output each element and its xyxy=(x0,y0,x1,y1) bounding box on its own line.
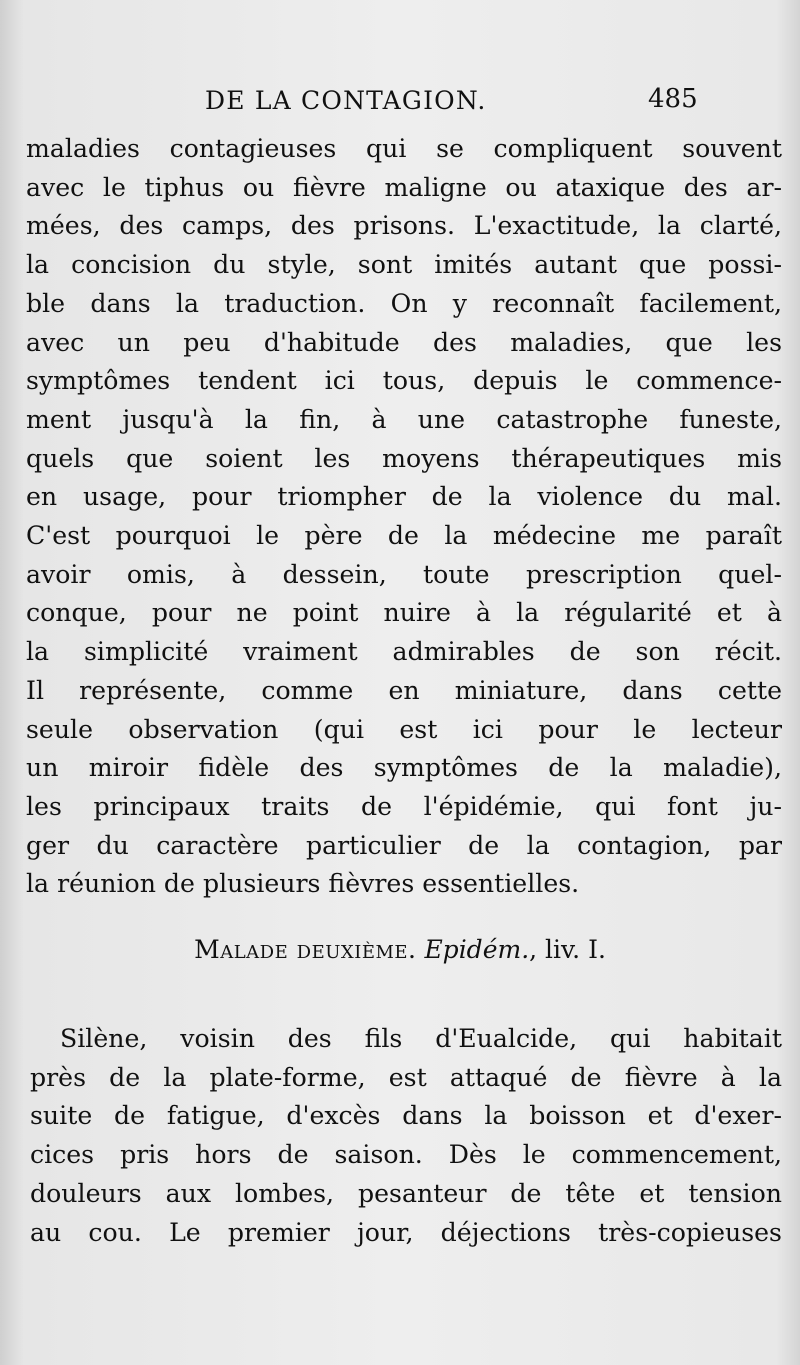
text-line: la réunion de plusieurs fièvres essentielles. xyxy=(26,869,580,899)
text-line: symptômes tendent ici tous, depuis le commence- xyxy=(26,366,782,396)
text-line: seule observation (qui est ici pour le lecteur xyxy=(26,714,782,744)
text-line: maladies contagieuses qui se compliquent souvent xyxy=(26,134,782,163)
text-line: un miroir fidèle des symptômes de la maladie), xyxy=(26,753,782,783)
text-line: douleurs aux lombes, pesanteur de tête et tension xyxy=(30,1178,782,1208)
text-line: suite de fatigue, d'excès dans la boisson et d'exer- xyxy=(30,1101,782,1131)
section-book: , liv. I. xyxy=(529,935,606,964)
section-label: Malade deuxième. xyxy=(194,935,417,964)
text-line: ble dans la traduction. On y reconnaît facilement, xyxy=(26,288,782,318)
text-line: les principaux traits de l'épidémie, qui font ju- xyxy=(26,791,782,821)
text-line: avoir omis, à dessein, toute prescription quel- xyxy=(26,559,782,589)
text-line: conque, pour ne point nuire à la régularité et à xyxy=(26,598,782,628)
text-line: Il représente, comme en miniature, dans cette xyxy=(26,675,782,705)
text-line: la simplicité vraiment admirables de son récit. xyxy=(26,637,782,667)
paragraph-2 xyxy=(30,1020,782,1252)
text-line: ment jusqu'à la fin, à une catastrophe funeste, xyxy=(26,404,782,434)
paragraph-1 xyxy=(26,130,782,904)
section-heading xyxy=(0,935,800,964)
text-line: cices pris hors de saison. Dès le commencement, xyxy=(30,1140,782,1170)
running-title: DE LA CONTAGION. xyxy=(205,86,487,115)
text-line: ger du caractère particulier de la contagion, par xyxy=(26,830,782,860)
page-number: 485 xyxy=(648,84,698,114)
page-header xyxy=(0,82,800,122)
text-line: avec le tiphus ou fièvre maligne ou ataxique des ar- xyxy=(26,172,782,202)
text-line: Silène, voisin des fils d'Eualcide, qui habitait xyxy=(60,1024,782,1053)
text-line: C'est pourquoi le père de la médecine me paraît xyxy=(26,521,782,551)
text-line: en usage, pour triompher de la violence du mal. xyxy=(26,482,782,512)
text-line: avec un peu d'habitude des maladies, que les xyxy=(26,327,782,357)
text-line: près de la plate-forme, est attaqué de fièvre à la xyxy=(30,1062,782,1092)
text-line: la concision du style, sont imités autant que possi- xyxy=(26,250,782,280)
text-line: quels que soient les moyens thérapeutiques mis xyxy=(26,443,782,473)
text-line: mées, des camps, des prisons. L'exactitude, la clarté, xyxy=(26,211,782,241)
text-line: au cou. Le premier jour, déjections très-copieuses xyxy=(30,1217,782,1247)
section-source: Epidém. xyxy=(424,935,530,964)
